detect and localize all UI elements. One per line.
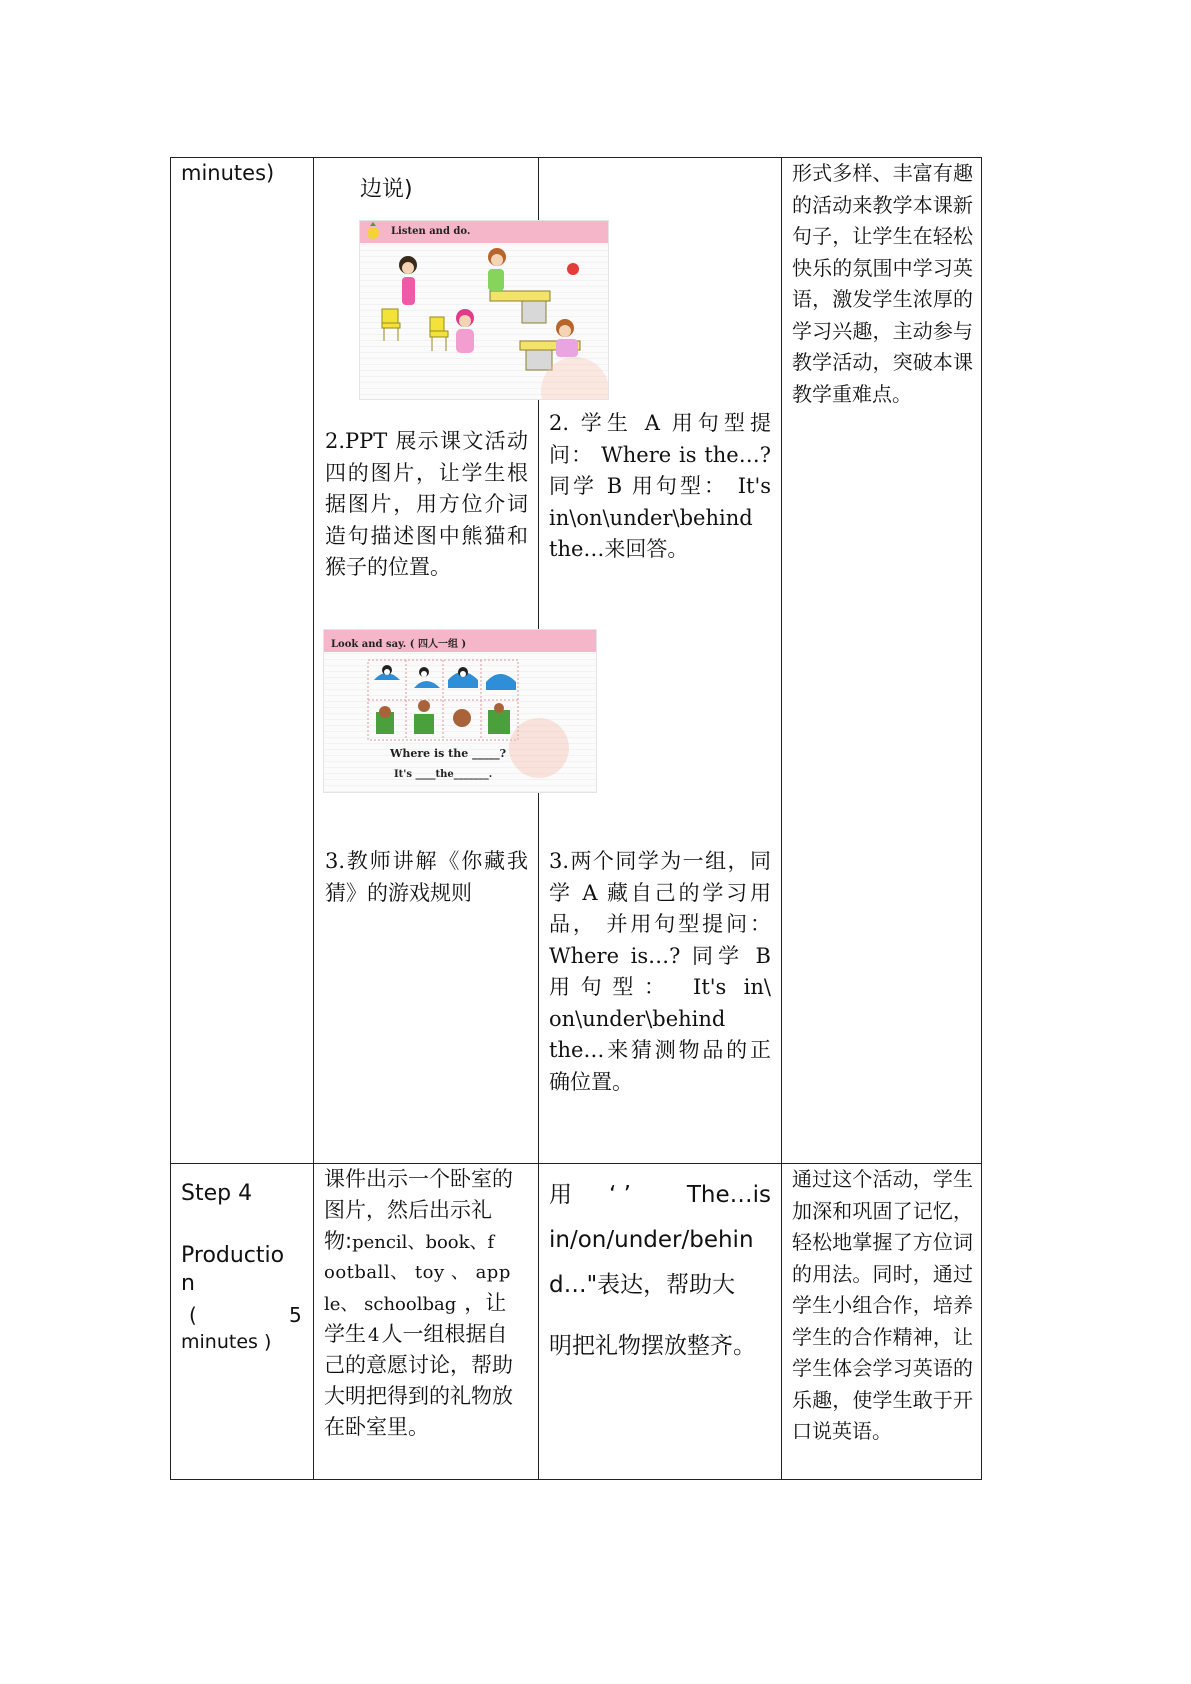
gift-list-text: le、 schoolbag [324,1294,457,1315]
student-activity-line: in/on/under/behin [549,1227,754,1253]
teacher-activity-line: 课件出示一个卧室的 [324,1167,513,1191]
quote-marks: ‘ ’ [609,1182,631,1208]
student-step-2-text: 2. 学生 A 用句型提问： Where is the…? 同学 B 用句型： It's in\on\under\behind the…来回答。 [549,411,771,561]
teacher-activity-line: ，让 [464,1291,507,1315]
group-size-text: 4 [368,1325,380,1346]
step-time-number: 5 [289,1303,302,1327]
student-activity-word: The…is [686,1182,771,1208]
slide-question-text: Where is the _____? [390,747,507,760]
student-activity-word: 用 [549,1182,572,1208]
teacher-step-2-text: 2.PPT 展示课文活动四的图片，让学生根据图片，用方位介词造句描述图中熊猫和猴子的位置。 [325,429,528,579]
teacher-activity-line: 己的意愿讨论，帮助 [324,1353,513,1377]
gift-list-text: ootball、 toy 、 app [324,1262,511,1283]
student-activity-line [549,1180,771,1212]
step-number-text: Step 4 [181,1181,253,1206]
design-intent-text: 通过这个活动，学生加深和巩固了记忆，轻松地掌握了方位词的用法。同时，通过学生小组合作，培养学生的合作精神，让学生体会学习英语的乐趣，使学生敢于开口说英语。 [792,1167,973,1443]
cell-student-activity [539,1164,782,1480]
step-time-unit: minutes ) [181,1331,272,1353]
teacher-activity-line: 图片，然后出示礼 [324,1198,492,1222]
design-intent-text: 形式多样、丰富有趣的活动来教学本课新句子，让学生在轻松快乐的氛围中学习英语，激发学生浓厚的学习兴趣，主动参与教学活动，突破本课教学重难点。 [792,161,973,406]
teacher-activity-line: 在卧室里。 [324,1415,429,1439]
cell-design-intent [782,158,982,1164]
slide-answer-text: It's ____the_______. [394,769,493,780]
cell-step [171,1164,314,1480]
cell-teacher-activity [314,158,539,1164]
student-step-3-text: 3.两个同学为一组，同学 A 藏自己的学习用品， 并用句型提问： Where is…? 同学 B 用句型： It's in\ on\under\behind the…来猜测物品的正确位置。 [549,849,771,1094]
gift-list-text: pencil、book、f [352,1232,495,1253]
teacher-activity-line: 物: [324,1229,353,1253]
student-activity-line: d…"表达，帮助大 [549,1272,736,1298]
cell-step [171,158,314,1164]
teacher-activity-line: 学生 [324,1322,366,1346]
lesson-plan-table [170,157,982,1480]
table-row [171,158,982,1164]
cell-header-text: 边说) [360,177,413,202]
student-activity-line: 明把礼物摆放整齐。 [549,1333,756,1359]
step-phase-text: Productio [181,1243,285,1268]
cell-student-activity [539,158,782,1164]
teacher-activity-line: 大明把得到的礼物放 [324,1384,513,1408]
cell-design-intent [782,1164,982,1480]
slide-title: Look and say. ( 四人一组 ) [331,639,467,650]
cell-teacher-activity [314,1164,539,1480]
teacher-activity-line: 人一组根据自 [381,1322,508,1346]
teacher-step-3-text: 3.教师讲解《你藏我猜》的游戏规则 [325,849,528,905]
step-phase-text-wrap: n [181,1271,195,1296]
step-time-text: minutes) [181,161,275,185]
table-row [171,1164,982,1480]
slide-title: Listen and do. [391,226,471,237]
step-time-open: ( [189,1303,197,1327]
